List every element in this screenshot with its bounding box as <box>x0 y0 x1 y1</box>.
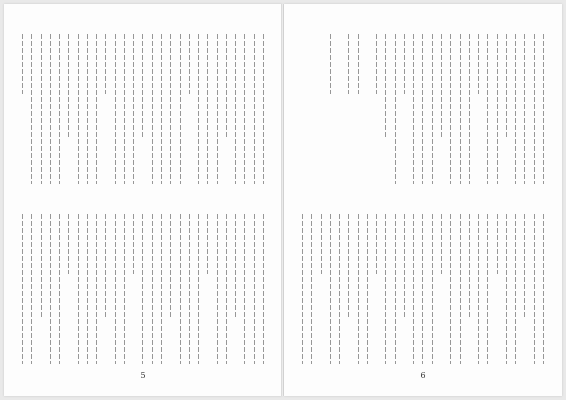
text-column <box>87 214 88 364</box>
text-column <box>348 214 349 319</box>
text-column <box>339 214 340 364</box>
text-column <box>367 214 368 364</box>
text-column <box>50 214 51 364</box>
text-column <box>180 34 181 184</box>
text-column <box>124 34 125 184</box>
text-block-bottom <box>18 214 268 364</box>
text-column <box>358 34 359 94</box>
text-column <box>189 214 190 364</box>
text-column <box>534 214 535 364</box>
text-column <box>207 214 208 274</box>
text-column <box>22 34 23 94</box>
text-column <box>432 34 433 184</box>
text-column <box>497 214 498 274</box>
text-column <box>422 214 423 364</box>
text-column <box>441 34 442 139</box>
text-column <box>68 214 69 274</box>
text-column <box>152 214 153 364</box>
text-column <box>161 214 162 364</box>
text-column <box>302 214 303 364</box>
text-column <box>543 34 544 184</box>
text-column <box>478 34 479 94</box>
page-right <box>284 4 562 396</box>
text-column <box>78 214 79 364</box>
text-column <box>226 34 227 139</box>
text-column <box>404 214 405 319</box>
text-column <box>450 214 451 364</box>
text-column <box>105 34 106 94</box>
text-column <box>244 214 245 364</box>
text-column <box>59 214 60 364</box>
text-column <box>321 34 322 184</box>
text-column <box>506 214 507 364</box>
text-column <box>515 214 516 364</box>
text-column <box>367 34 368 184</box>
text-column <box>68 34 69 139</box>
text-column <box>441 214 442 274</box>
text-column <box>22 214 23 364</box>
text-column <box>217 214 218 364</box>
text-column <box>254 214 255 364</box>
page-left <box>4 4 282 396</box>
text-column <box>59 34 60 184</box>
text-column <box>254 34 255 184</box>
text-column <box>41 214 42 319</box>
text-column <box>460 214 461 364</box>
text-column <box>142 34 143 139</box>
text-column <box>152 34 153 184</box>
text-column <box>311 34 312 184</box>
text-column <box>133 214 134 274</box>
text-column <box>115 34 116 184</box>
text-column <box>198 214 199 364</box>
text-column <box>235 34 236 184</box>
text-column <box>339 34 340 184</box>
text-column <box>263 34 264 184</box>
text-column <box>41 34 42 184</box>
page-number: 6 <box>420 371 426 380</box>
text-column <box>543 214 544 364</box>
text-column <box>50 34 51 184</box>
text-column <box>478 214 479 364</box>
text-column <box>432 214 433 364</box>
text-column <box>302 34 303 184</box>
text-column <box>385 34 386 139</box>
text-column <box>385 214 386 364</box>
text-column <box>198 34 199 184</box>
text-column <box>487 214 488 364</box>
text-column <box>235 214 236 319</box>
text-column <box>506 34 507 139</box>
text-column <box>244 34 245 184</box>
text-column <box>189 34 190 94</box>
text-column <box>404 34 405 94</box>
text-column <box>96 34 97 184</box>
text-column <box>469 214 470 319</box>
text-column <box>450 34 451 184</box>
text-column <box>358 214 359 364</box>
text-column <box>124 214 125 364</box>
text-column <box>524 214 525 319</box>
text-column <box>217 34 218 184</box>
text-column <box>226 214 227 364</box>
text-column <box>534 34 535 184</box>
text-column <box>413 214 414 364</box>
text-column <box>395 214 396 364</box>
text-column <box>31 34 32 184</box>
text-column <box>469 34 470 184</box>
text-column <box>96 214 97 364</box>
text-block-top <box>18 34 268 184</box>
text-column <box>105 214 106 319</box>
text-column <box>115 214 116 364</box>
text-column <box>87 34 88 184</box>
text-column <box>515 34 516 184</box>
text-column <box>497 34 498 184</box>
text-column <box>311 214 312 364</box>
text-column <box>348 34 349 94</box>
text-column <box>413 34 414 184</box>
text-column <box>170 214 171 319</box>
text-column <box>376 34 377 94</box>
text-block-top <box>298 34 548 184</box>
text-column <box>133 34 134 184</box>
text-column <box>161 34 162 184</box>
text-column <box>263 214 264 364</box>
text-column <box>180 214 181 364</box>
text-column <box>207 34 208 184</box>
text-column <box>321 214 322 274</box>
text-block-bottom <box>298 214 548 364</box>
text-column <box>31 214 32 364</box>
text-column <box>524 34 525 184</box>
text-column <box>78 34 79 184</box>
text-column <box>330 214 331 364</box>
text-column <box>487 34 488 184</box>
text-column <box>376 214 377 274</box>
page-number: 5 <box>140 371 146 380</box>
text-column <box>422 34 423 184</box>
text-column <box>330 34 331 94</box>
text-column <box>460 34 461 184</box>
text-column <box>395 34 396 184</box>
text-column <box>142 214 143 364</box>
text-column <box>170 34 171 184</box>
